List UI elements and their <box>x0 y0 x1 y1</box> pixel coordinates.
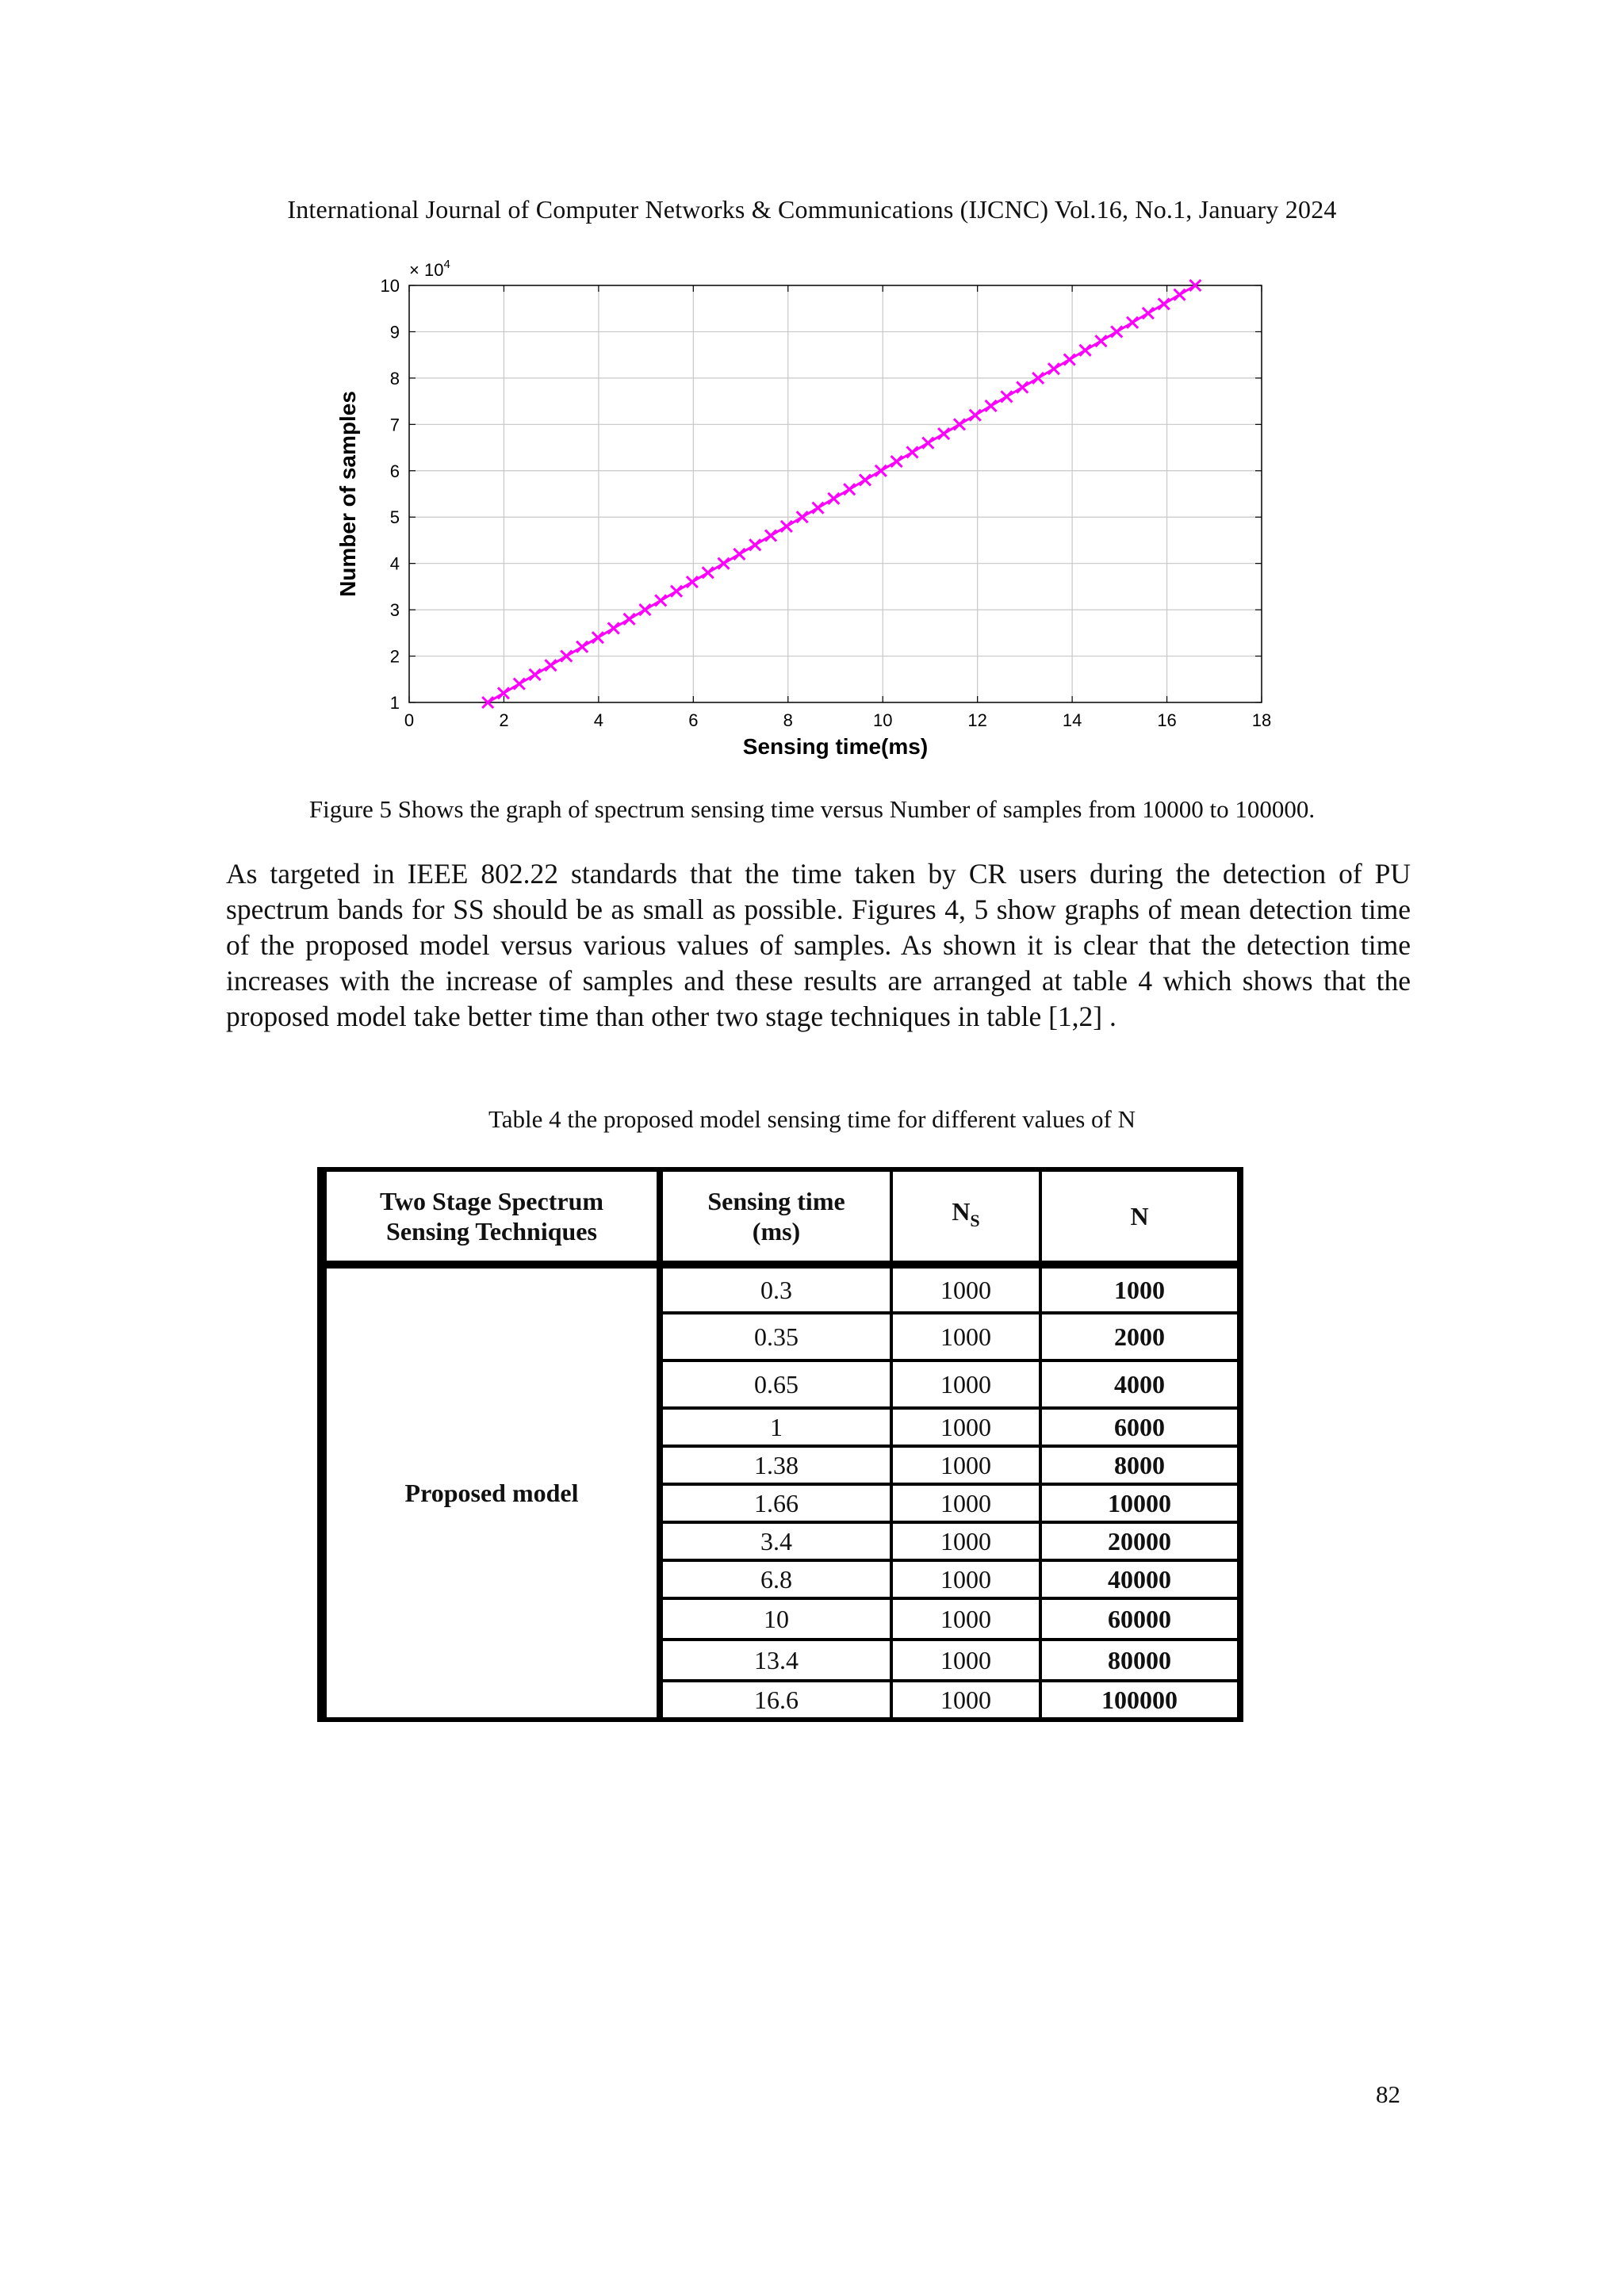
header-technique-line2: Sensing Techniques <box>386 1217 597 1246</box>
time-cell: 1.38 <box>661 1446 891 1484</box>
ns-cell: 1000 <box>891 1560 1040 1598</box>
x-tick-label: 16 <box>1157 710 1177 730</box>
data-point-marker <box>844 484 855 495</box>
time-cell: 1.66 <box>661 1484 891 1522</box>
time-cell: 1 <box>661 1408 891 1446</box>
ns-cell: 1000 <box>891 1267 1040 1313</box>
data-point-marker <box>608 622 619 633</box>
method-cell: Proposed model <box>325 1267 661 1719</box>
data-point-marker <box>624 614 635 625</box>
data-point-marker <box>1174 289 1185 300</box>
x-tick-label: 10 <box>872 710 893 730</box>
n-cell: 40000 <box>1040 1560 1239 1598</box>
figure-caption: Figure 5 Shows the graph of spectrum sensing time versus Number of samples from 10000 to 100000. <box>308 795 1316 823</box>
time-cell: 10 <box>661 1598 891 1640</box>
y-tick-label: 7 <box>389 415 400 435</box>
data-point-marker <box>655 595 666 606</box>
y-tick-label: 3 <box>389 600 400 621</box>
y-tick-label: 8 <box>389 368 400 388</box>
journal-header: International Journal of Computer Networks & Communications (IJCNC) Vol.16, No.1, January 2024 <box>287 195 1337 224</box>
x-tick-label: 12 <box>967 710 987 730</box>
data-point-marker <box>891 456 902 467</box>
header-technique-line1: Two Stage Spectrum <box>379 1187 604 1215</box>
n-cell: 100000 <box>1040 1681 1239 1719</box>
header-sensing-time-line2: (ms) <box>752 1217 801 1246</box>
data-point-marker <box>749 539 760 550</box>
body-paragraph: As targeted in IEEE 802.22 standards that the time taken by CR users during the detection of PU spectrum bands for SS should be as small as possible. Figures 4, 5 show graphs of mean detection time of the proposed model versus various values of samples. As shown it is clear that the detection time increases with the increase of samples and these results are arranged at table 4 which shows that the proposed model take better time than other two stage techniques in table [1,2] . <box>226 858 1411 1032</box>
n-cell: 10000 <box>1040 1484 1239 1522</box>
time-cell: 6.8 <box>661 1560 891 1598</box>
x-tick-label: 18 <box>1251 710 1272 730</box>
x-tick-label: 4 <box>593 710 604 730</box>
data-point-marker <box>813 503 824 514</box>
y-axis-multiplier: × $10^4$ <box>409 258 450 280</box>
n-cell: 2000 <box>1040 1313 1239 1360</box>
data-point-marker <box>1017 382 1028 393</box>
samples-vs-sensing-time-chart <box>317 252 1300 760</box>
x-tick-label: 0 <box>404 710 415 730</box>
sensing-time-table <box>317 1167 1243 1722</box>
data-point-marker <box>733 549 745 560</box>
x-tick-label: 6 <box>688 710 699 730</box>
data-point-marker <box>530 669 541 680</box>
data-point-marker <box>671 586 682 597</box>
n-cell: 80000 <box>1040 1640 1239 1681</box>
data-point-marker <box>938 428 949 439</box>
data-point-marker <box>1048 363 1059 374</box>
header-ns <box>891 1170 1040 1267</box>
y-tick-label: 2 <box>389 646 400 667</box>
data-point-marker <box>592 632 603 643</box>
x-tick-label: 2 <box>499 710 509 730</box>
data-point-marker <box>765 530 776 541</box>
data-point-marker <box>828 493 839 504</box>
table-row <box>325 1267 1239 1313</box>
x-tick-label: 8 <box>783 710 793 730</box>
data-point-marker <box>514 679 525 690</box>
y-tick-label: 6 <box>389 461 400 481</box>
header-n: N <box>1040 1170 1239 1267</box>
time-cell: 0.35 <box>661 1313 891 1360</box>
ns-cell: 1000 <box>891 1681 1040 1719</box>
y-tick-label: 9 <box>389 322 400 342</box>
n-cell: 1000 <box>1040 1267 1239 1313</box>
table-caption: Table 4 the proposed model sensing time for different values of N <box>488 1105 1136 1133</box>
ns-cell: 1000 <box>891 1598 1040 1640</box>
time-cell: 0.65 <box>661 1360 891 1408</box>
ns-cell: 1000 <box>891 1360 1040 1408</box>
data-point-marker <box>1001 391 1012 402</box>
x-tick-label: 14 <box>1062 710 1082 730</box>
chart-series <box>482 280 1201 708</box>
n-cell: 6000 <box>1040 1408 1239 1446</box>
n-cell: 4000 <box>1040 1360 1239 1408</box>
header-technique <box>325 1170 661 1267</box>
ns-cell: 1000 <box>891 1640 1040 1681</box>
data-point-marker <box>576 641 588 652</box>
data-point-marker <box>1127 317 1138 328</box>
ns-cell: 1000 <box>891 1484 1040 1522</box>
data-point-marker <box>970 410 981 421</box>
n-cell: 60000 <box>1040 1598 1239 1640</box>
y-tick-label: 10 <box>380 276 400 296</box>
data-point-marker <box>860 474 871 485</box>
y-tick-label: 5 <box>389 507 400 528</box>
time-cell: 3.4 <box>661 1522 891 1560</box>
data-point-marker <box>1095 335 1106 346</box>
page-number: 82 <box>1376 2080 1400 2108</box>
data-point-marker <box>703 567 714 578</box>
data-point-marker <box>1080 345 1091 356</box>
y-tick-label: 4 <box>389 553 400 574</box>
data-point-marker <box>922 438 933 449</box>
data-point-marker <box>1143 308 1154 319</box>
data-point-marker <box>1159 298 1170 309</box>
ns-cell: 1000 <box>891 1522 1040 1560</box>
time-cell: 13.4 <box>661 1640 891 1681</box>
y-axis-label: Number of samples <box>335 391 360 597</box>
n-cell: 20000 <box>1040 1522 1239 1560</box>
data-point-marker <box>1064 354 1075 365</box>
data-point-marker <box>781 521 792 532</box>
data-point-marker <box>986 400 997 411</box>
time-cell: 0.3 <box>661 1267 891 1313</box>
data-point-marker <box>545 660 556 671</box>
ns-cell: 1000 <box>891 1313 1040 1360</box>
header-ns-sub: S <box>970 1211 980 1230</box>
header-sensing-time <box>661 1170 891 1267</box>
header-ns-base: N <box>952 1197 971 1226</box>
ns-cell: 1000 <box>891 1408 1040 1446</box>
data-point-marker <box>687 576 698 587</box>
x-axis-label: Sensing time(ms) <box>742 734 929 759</box>
n-cell: 8000 <box>1040 1446 1239 1484</box>
plot-area <box>409 285 1262 702</box>
time-cell: 16.6 <box>661 1681 891 1719</box>
ns-cell: 1000 <box>891 1446 1040 1484</box>
data-point-marker <box>906 446 917 457</box>
table-header-row <box>325 1170 1239 1267</box>
y-tick-label: 1 <box>389 693 400 713</box>
chart-grid <box>409 285 1262 702</box>
header-sensing-time-line1: Sensing time <box>707 1187 845 1215</box>
